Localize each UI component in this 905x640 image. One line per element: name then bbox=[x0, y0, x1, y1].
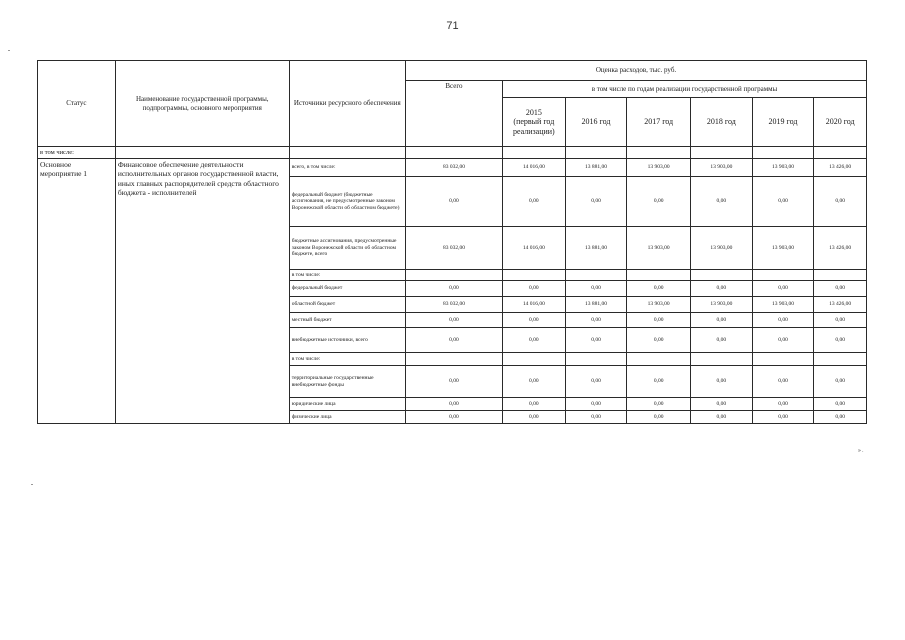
year-value-cell: 0,00 bbox=[627, 313, 691, 328]
year-value-cell: 0,00 bbox=[627, 366, 691, 398]
year-value-cell: 13 903,00 bbox=[691, 159, 753, 177]
year-value-cell: 0,00 bbox=[752, 313, 814, 328]
year-value-cell: 0,00 bbox=[814, 177, 867, 227]
total-value-cell: 0,00 bbox=[405, 281, 502, 297]
source-cell: местный бюджет bbox=[289, 313, 405, 328]
year-value-cell: 0,00 bbox=[503, 313, 566, 328]
year-value-cell: 0,00 bbox=[503, 411, 566, 424]
year-value-cell: 13 881,00 bbox=[565, 297, 627, 313]
source-cell: внебюджетные источники, всего bbox=[289, 328, 405, 353]
total-value-cell: 0,00 bbox=[405, 177, 502, 227]
year-value-cell: 0,00 bbox=[627, 411, 691, 424]
total-value-cell: 0,00 bbox=[405, 411, 502, 424]
year-value-cell: 0,00 bbox=[627, 328, 691, 353]
year-2019-header: 2019 год bbox=[752, 98, 814, 147]
year-value-cell: 0,00 bbox=[503, 177, 566, 227]
year-value-cell: 0,00 bbox=[627, 281, 691, 297]
section-row bbox=[38, 147, 867, 159]
year-value-cell: 0,00 bbox=[565, 281, 627, 297]
year-value-cell: 0,00 bbox=[814, 281, 867, 297]
year-2017-header: 2017 год bbox=[627, 98, 691, 147]
year-value-cell: 14 016,00 bbox=[503, 297, 566, 313]
total-value-cell: 0,00 bbox=[405, 328, 502, 353]
source-cell: юридические лица bbox=[289, 398, 405, 411]
year-value-cell bbox=[691, 353, 753, 366]
scan-speck bbox=[31, 484, 33, 485]
year-value-cell: 0,00 bbox=[565, 313, 627, 328]
year-2015-header: 2015 (первый год реализации) bbox=[503, 98, 566, 147]
estimate-header: Оценка расходов, тыс. руб. bbox=[405, 61, 866, 81]
year-value-cell bbox=[565, 270, 627, 281]
source-cell: в том числе: bbox=[289, 270, 405, 281]
year-value-cell bbox=[752, 353, 814, 366]
program-name-cell: Финансовое обеспечение деятельности исполнительных органов государственной власти, иных главных распорядителей средств областного бюджета - исполнителей bbox=[115, 159, 289, 424]
total-value-cell bbox=[405, 353, 502, 366]
year-value-cell bbox=[752, 270, 814, 281]
year-value-cell: 13 903,00 bbox=[627, 227, 691, 270]
year-value-cell: 0,00 bbox=[691, 328, 753, 353]
year-value-cell: 0,00 bbox=[814, 366, 867, 398]
source-cell: физические лица bbox=[289, 411, 405, 424]
year-value-cell: 0,00 bbox=[565, 177, 627, 227]
source-cell: областной бюджет bbox=[289, 297, 405, 313]
year-value-cell: 0,00 bbox=[691, 411, 753, 424]
status-header: Статус bbox=[38, 61, 116, 147]
year-value-cell: 0,00 bbox=[752, 398, 814, 411]
year-value-cell: 0,00 bbox=[503, 281, 566, 297]
year-value-cell: 13 426,00 bbox=[814, 227, 867, 270]
total-value-cell: 83 032,00 bbox=[405, 297, 502, 313]
year-value-cell: 0,00 bbox=[814, 328, 867, 353]
year-value-cell bbox=[691, 270, 753, 281]
year-value-cell: 13 881,00 bbox=[565, 227, 627, 270]
year-value-cell: 0,00 bbox=[565, 366, 627, 398]
total-value-cell: 0,00 bbox=[405, 398, 502, 411]
source-cell: в том числе: bbox=[289, 353, 405, 366]
year-value-cell bbox=[503, 270, 566, 281]
source-cell: федеральный бюджет bbox=[289, 281, 405, 297]
program-name-header: Наименование государственной программы, подпрограммы, основного мероприятия bbox=[115, 61, 289, 147]
year-value-cell: 13 903,00 bbox=[691, 297, 753, 313]
year-value-cell: 0,00 bbox=[752, 177, 814, 227]
year-value-cell bbox=[503, 353, 566, 366]
year-value-cell: 13 426,00 bbox=[814, 159, 867, 177]
year-value-cell: 0,00 bbox=[814, 411, 867, 424]
year-2018-header: 2018 год bbox=[691, 98, 753, 147]
page-number: 71 bbox=[446, 20, 459, 32]
year-value-cell: 0,00 bbox=[691, 398, 753, 411]
status-cell: Основное мероприятие 1 bbox=[38, 159, 116, 424]
year-value-cell: 0,00 bbox=[752, 328, 814, 353]
year-value-cell: 13 903,00 bbox=[627, 297, 691, 313]
source-cell: бюджетные ассигнования, предусмотренные законом Воронежской области об областном бюджете, всего bbox=[289, 227, 405, 270]
year-value-cell: 13 903,00 bbox=[627, 159, 691, 177]
year-value-cell: 13 903,00 bbox=[752, 297, 814, 313]
total-value-cell: 0,00 bbox=[405, 313, 502, 328]
year-value-cell: 0,00 bbox=[691, 366, 753, 398]
year-value-cell: 0,00 bbox=[565, 328, 627, 353]
year-value-cell: 0,00 bbox=[627, 177, 691, 227]
year-value-cell: 0,00 bbox=[814, 398, 867, 411]
source-cell: территориальные государственные внебюджетные фонды bbox=[289, 366, 405, 398]
year-2020-header: 2020 год bbox=[814, 98, 867, 147]
section-label: в том числе: bbox=[38, 147, 116, 159]
year-value-cell bbox=[814, 270, 867, 281]
total-value-cell: 0,00 bbox=[405, 366, 502, 398]
year-value-cell: 0,00 bbox=[503, 366, 566, 398]
year-value-cell: 0,00 bbox=[503, 328, 566, 353]
source-cell: всего, в том числе: bbox=[289, 159, 405, 177]
year-value-cell: 0,00 bbox=[752, 281, 814, 297]
year-value-cell: 0,00 bbox=[752, 366, 814, 398]
year-value-cell: 13 903,00 bbox=[752, 227, 814, 270]
header-row bbox=[38, 61, 867, 81]
year-value-cell: 0,00 bbox=[814, 313, 867, 328]
year-value-cell: 0,00 bbox=[691, 177, 753, 227]
by-years-header: в том числе по годам реализации государственной программы bbox=[503, 81, 867, 98]
page-mark: » . bbox=[858, 448, 864, 454]
table-body bbox=[38, 61, 867, 424]
year-value-cell bbox=[627, 353, 691, 366]
total-value-cell bbox=[405, 270, 502, 281]
year-value-cell: 0,00 bbox=[503, 398, 566, 411]
year-value-cell bbox=[565, 353, 627, 366]
year-value-cell: 0,00 bbox=[752, 411, 814, 424]
scan-speck bbox=[8, 50, 10, 51]
year-value-cell bbox=[627, 270, 691, 281]
year-value-cell: 0,00 bbox=[565, 398, 627, 411]
year-value-cell: 13 426,00 bbox=[814, 297, 867, 313]
total-header: Всего bbox=[405, 81, 502, 147]
total-value-cell: 83 032,00 bbox=[405, 159, 502, 177]
year-value-cell: 0,00 bbox=[691, 281, 753, 297]
source-cell: федеральный бюджет (бюджетные ассигнования, не предусмотренные законом Воронежской области об областном бюджете) bbox=[289, 177, 405, 227]
year-value-cell: 13 903,00 bbox=[691, 227, 753, 270]
year-value-cell: 13 903,00 bbox=[752, 159, 814, 177]
year-value-cell: 0,00 bbox=[565, 411, 627, 424]
budget-table bbox=[37, 60, 867, 424]
year-value-cell: 0,00 bbox=[691, 313, 753, 328]
sources-header: Источники ресурсного обеспечения bbox=[289, 61, 405, 147]
table-row-total bbox=[38, 159, 867, 177]
year-2016-header: 2016 год bbox=[565, 98, 627, 147]
year-value-cell: 14 016,00 bbox=[503, 227, 566, 270]
year-value-cell bbox=[814, 353, 867, 366]
year-value-cell: 0,00 bbox=[627, 398, 691, 411]
year-value-cell: 13 881,00 bbox=[565, 159, 627, 177]
year-value-cell: 14 016,00 bbox=[503, 159, 566, 177]
total-value-cell: 83 032,00 bbox=[405, 227, 502, 270]
